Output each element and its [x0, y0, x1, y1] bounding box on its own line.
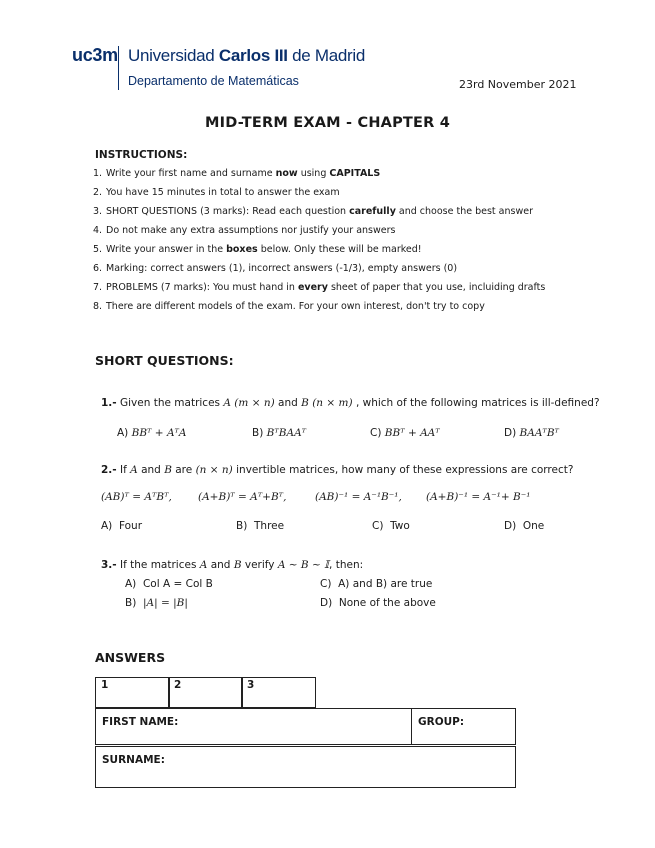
question-3: 3.- If the matrices A and B verify A ∼ B ∼ 𝕀, then: — [101, 559, 364, 571]
q2-expression-3: (AB)⁻¹ = A⁻¹B⁻¹, — [315, 491, 402, 503]
surname-field[interactable] — [95, 746, 516, 788]
q2-option-a: A) Four — [101, 520, 143, 532]
q3-option-a: A) Col A = Col B — [125, 578, 213, 590]
instructions-heading: INSTRUCTIONS: — [95, 149, 188, 161]
instruction-item: 4. Do not make any extra assumptions nor justify your answers — [93, 225, 396, 236]
answer-box-1[interactable] — [95, 677, 170, 708]
university-name: Universidad Carlos III de Madrid — [128, 46, 366, 65]
instruction-item: 6. Marking: correct answers (1), incorrect answers (-1/3), empty answers (0) — [93, 263, 458, 274]
q1-option-b: B) BᵀBAAᵀ — [252, 427, 307, 439]
q2-option-d: D) One — [504, 520, 545, 532]
instruction-item: 3. SHORT QUESTIONS (3 marks): Read each question carefully and choose the best answer — [93, 206, 533, 217]
q3-option-c: C) A) and B) are true — [320, 578, 433, 590]
q1-option-a: A) BBᵀ + AᵀA — [117, 427, 187, 439]
answer-box-3[interactable] — [241, 677, 316, 708]
short-questions-heading: SHORT QUESTIONS: — [95, 353, 234, 368]
answer-box-2[interactable] — [168, 677, 243, 708]
logo-divider — [118, 46, 119, 90]
q3-option-b: B) |A| = |B| — [125, 597, 188, 609]
department-name: Departamento de Matemáticas — [128, 74, 299, 88]
q2-option-c: C) Two — [372, 520, 410, 532]
q1-option-c: C) BBᵀ + AAᵀ — [370, 427, 440, 439]
q2-expression-1: (AB)ᵀ = AᵀBᵀ, — [101, 491, 172, 503]
uc3m-logo: uc3m — [72, 45, 118, 65]
first-name-label: FIRST NAME: — [102, 716, 179, 728]
exam-date: 23rd November 2021 — [459, 78, 577, 91]
instruction-item: 8. There are different models of the exam. For your own interest, don't try to copy — [93, 301, 485, 312]
answer-box-label: 1 — [101, 679, 109, 691]
instructions-list — [93, 167, 545, 319]
first-name-field[interactable] — [95, 708, 412, 745]
question-1: 1.- Given the matrices A (m × n) and B (n × m) , which of the following matrices is ill-defined? — [101, 397, 600, 409]
q2-expression-2: (A+B)ᵀ = Aᵀ+Bᵀ, — [198, 491, 287, 503]
question-2: 2.- If A and B are (n × n) invertible matrices, how many of these expressions are correct? — [101, 464, 574, 476]
instruction-item: 7. PROBLEMS (7 marks): You must hand in every sheet of paper that you use, incluiding drafts — [93, 282, 546, 293]
group-field[interactable] — [411, 708, 516, 745]
answers-heading: ANSWERS — [95, 650, 166, 665]
page-title: MID-TERM EXAM - CHAPTER 4 — [204, 115, 451, 131]
answer-box-label: 2 — [174, 679, 182, 691]
q2-expression-4: (A+B)⁻¹ = A⁻¹+ B⁻¹ — [426, 491, 531, 503]
instruction-item: 5. Write your answer in the boxes below. Only these will be marked! — [93, 244, 422, 255]
group-label: GROUP: — [418, 716, 465, 728]
instruction-item: 2. You have 15 minutes in total to answer the exam — [93, 187, 340, 198]
q3-option-d: D) None of the above — [320, 597, 436, 609]
answer-box-label: 3 — [247, 679, 255, 691]
surname-label: SURNAME: — [102, 754, 165, 766]
q1-option-d: D) BAAᵀBᵀ — [504, 427, 559, 439]
instruction-item: 1. Write your first name and surname now using CAPITALS — [93, 168, 381, 179]
q2-option-b: B) Three — [236, 520, 285, 532]
